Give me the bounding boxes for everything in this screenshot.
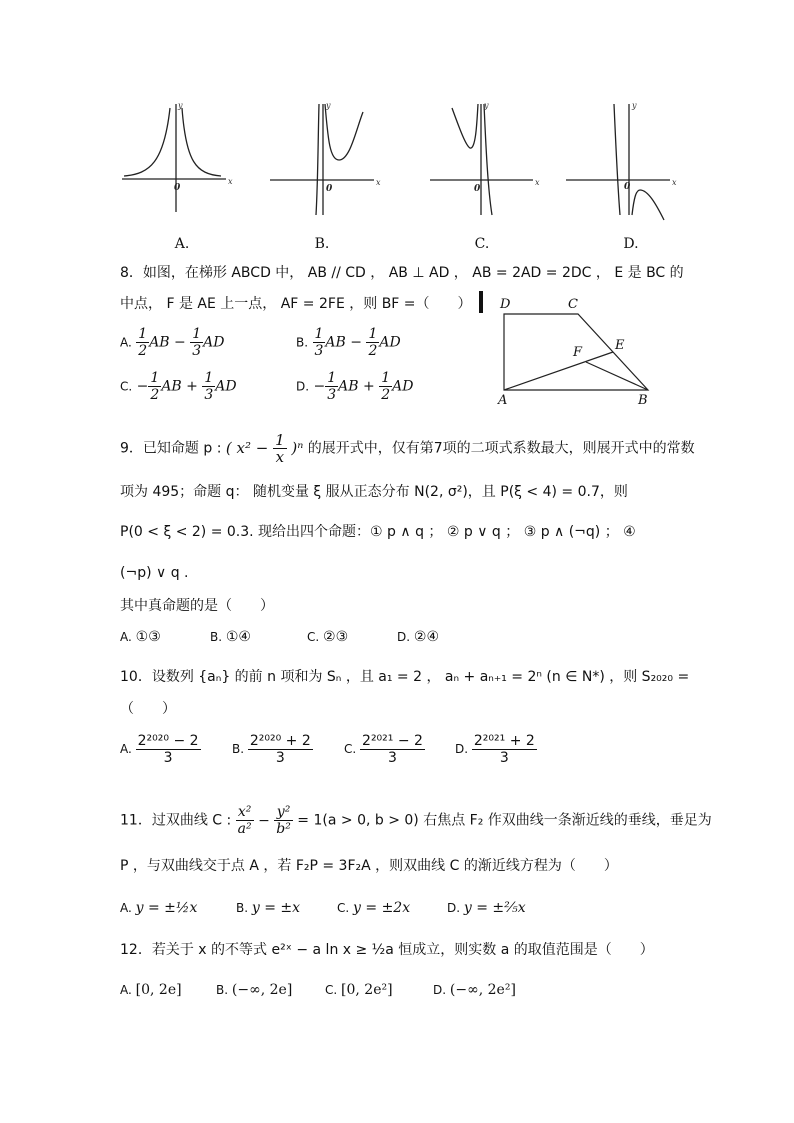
axis-y-label-b: y	[326, 101, 331, 110]
fraction-one-third: $\frac{1}{3}$	[327, 370, 337, 403]
q11-option-c-value: y = ±2x	[353, 900, 411, 916]
q10-line2: （ ）	[120, 701, 176, 717]
q8-option-c[interactable]: C. − $\frac{1}{2}$ AB + $\frac{1}{3}$ AD	[120, 370, 237, 403]
q8-option-d-term: AB +	[338, 378, 380, 395]
q10-option-c[interactable]	[344, 733, 425, 766]
q10-option-c-label: C.	[344, 742, 357, 756]
q11-option-c[interactable]	[337, 898, 410, 918]
point-f-label: F	[573, 345, 583, 360]
q11-option-d-value: y = ±⅖x	[463, 900, 526, 916]
q11-line1	[120, 804, 712, 837]
axis-x-label-b: x	[376, 178, 381, 187]
axis-y-label-a: y	[178, 101, 183, 110]
q11-option-b[interactable]	[236, 898, 300, 918]
q10-option-c-num: 2²⁰²¹ − 2	[362, 733, 423, 749]
q11-option-c-label: C.	[337, 901, 350, 915]
q12-option-c-label: C.	[325, 983, 338, 997]
cursor-bar	[479, 291, 483, 313]
q12-option-a[interactable]	[120, 980, 182, 1000]
q9-line4: (¬p) ∨ q .	[120, 565, 189, 581]
q8-line2: 中点， F 是 AE 上一点， AF = 2FE ，则 BF =（ ）	[120, 296, 472, 312]
q9-option-c[interactable]	[307, 627, 348, 647]
q10-option-b-fraction	[248, 733, 313, 766]
q10-option-b-label: B.	[232, 742, 245, 756]
origin-label-b: 0	[326, 184, 333, 194]
q9-option-a[interactable]	[120, 627, 161, 647]
graph-c	[430, 104, 533, 215]
q11-option-b-label: B.	[236, 901, 249, 915]
graphs-figure	[0, 90, 794, 230]
q10-option-d[interactable]	[455, 733, 537, 766]
q9-option-b[interactable]	[210, 627, 251, 647]
q9-option-c-label: C.	[307, 630, 320, 644]
q8-option-a-label: A.	[120, 335, 132, 350]
q8-option-d-label: D.	[296, 379, 310, 394]
vertex-a-label: A	[498, 393, 508, 407]
q11-line1-end: = 1(a > 0, b > 0) 右焦点 F₂ 作双曲线一条渐近线的垂线，垂足为	[292, 812, 712, 829]
q8-option-a-end: AD	[203, 334, 225, 351]
q8-option-b-label: B.	[296, 335, 309, 350]
q10-option-a-num: 2²⁰²⁰ − 2	[137, 733, 199, 749]
axis-x-label-a: x	[228, 177, 233, 186]
q11-option-d-label: D.	[447, 901, 461, 915]
fraction-one-half: $\frac{1}{2}$	[368, 326, 378, 359]
graph-label-b: B.	[314, 236, 330, 252]
q10-option-d-den: 3	[499, 750, 509, 766]
graph-label-a: A.	[174, 236, 190, 252]
q12-option-b-value: (−∞, 2e]	[231, 982, 293, 998]
q12-option-a-label: A.	[120, 983, 132, 997]
q11-line2: P ，与双曲线交于点 A ，若 F₂P = 3F₂A ，则双曲线 C 的渐近线方程为（ ）	[120, 858, 618, 874]
q9-line5: 其中真命题的是（ ）	[120, 598, 274, 614]
q11-option-b-value: y = ±x	[251, 900, 301, 916]
point-e-label: E	[615, 338, 625, 353]
q9-option-b-value: ①④	[225, 629, 251, 645]
graph-label-d: D.	[623, 236, 639, 252]
q8-option-b[interactable]	[296, 326, 401, 359]
q9-line3: P(0 < ξ < 2) = 0.3. 现给出四个命题：① p ∧ q ； ② p ∨ q ； ③ p ∧ (¬q) ； ④	[120, 524, 636, 540]
q8-option-d-end: AD	[392, 378, 414, 395]
q9-option-d-value: ②④	[413, 629, 439, 645]
q12-option-b[interactable]	[216, 980, 292, 1000]
q12-option-a-value: [0, 2e]	[135, 982, 182, 998]
graph-b	[270, 104, 374, 215]
q11-line1-start: 11．过双曲线 C :	[120, 812, 236, 829]
trapezoid-figure	[490, 292, 660, 407]
q11-option-a-value: y = ±½x	[135, 900, 198, 916]
axis-y-label-d: y	[632, 101, 637, 110]
fraction-one-half: $\frac{1}{2}$	[381, 370, 391, 403]
q8-option-a[interactable]	[120, 326, 224, 359]
q8-option-b-end: AD	[379, 334, 401, 351]
q10-option-c-den: 3	[388, 750, 397, 766]
q12-option-d-value: (−∞, 2e²]	[449, 982, 516, 998]
q12-option-d-label: D.	[433, 983, 447, 997]
vertex-b-label: B	[638, 393, 648, 407]
q12-line1: 12．若关于 x 的不等式 e²ˣ − a ln x ≥ ½a 恒成立，则实数 a 的取值范围是（ ）	[120, 942, 654, 958]
graph-a	[122, 104, 226, 212]
graph-label-c: C.	[474, 236, 490, 252]
q10-option-a-fraction	[136, 733, 201, 766]
hyperbola-equation: $\frac{\text{x²}}{\text{a²}}$ − $\frac{\text{y²}}{\text{b²}}$	[237, 804, 291, 837]
q11-option-d[interactable]	[447, 898, 526, 918]
q9-line1-end: 的展开式中，仅有第7项的二项式系数最大，则展开式中的常数	[303, 440, 695, 457]
q10-option-d-label: D.	[455, 742, 469, 756]
q11-option-a-label: A.	[120, 901, 132, 915]
q8-option-c-term: AB +	[161, 378, 203, 395]
q12-option-b-label: B.	[216, 983, 229, 997]
q9-option-c-value: ②③	[323, 629, 349, 645]
q8-option-c-end: AD	[215, 378, 237, 395]
q8-option-a-term: AB −	[149, 334, 191, 351]
q9-line2: 项为 495；命题 q： 随机变量 ξ 服从正态分布 N(2, σ²)，且 P(ξ < 4) = 0.7，则	[120, 484, 628, 500]
q10-option-d-num: 2²⁰²¹ + 2	[473, 733, 535, 749]
fraction-one-third: $\frac{1}{3}$	[314, 326, 324, 359]
q12-option-c[interactable]	[325, 980, 393, 1000]
q10-option-b-den: 3	[275, 750, 285, 766]
q10-option-d-fraction	[472, 733, 537, 766]
q10-option-c-fraction	[360, 733, 425, 766]
q9-option-b-label: B.	[210, 630, 223, 644]
q11-option-a[interactable]	[120, 898, 197, 918]
fraction-one-third: $\frac{1}{3}$	[204, 370, 214, 403]
q12-option-d[interactable]	[433, 980, 516, 1000]
q10-option-a-label: A.	[120, 742, 132, 756]
q12-option-c-value: [0, 2e²]	[341, 982, 393, 998]
q8-option-c-label: C.	[120, 379, 133, 394]
q9-option-a-label: A.	[120, 630, 132, 644]
vertex-d-label: D	[500, 297, 511, 312]
q10-option-a-den: 3	[163, 750, 173, 766]
q8-option-b-term: AB −	[325, 334, 367, 351]
q8-option-d[interactable]: D. − $\frac{1}{3}$ AB + $\frac{1}{2}$ AD	[296, 370, 414, 403]
fraction-one-half: $\frac{1}{2}$	[138, 326, 148, 359]
fraction-one-third: $\frac{1}{3}$	[192, 326, 202, 359]
origin-label-a: 0	[174, 183, 181, 193]
axis-x-label-c: x	[535, 178, 540, 187]
vertex-c-label: C	[568, 297, 578, 312]
axis-x-label-d: x	[672, 178, 677, 187]
q10-line1: 10．设数列 {aₙ} 的前 n 项和为 Sₙ ，且 a₁ = 2 ， aₙ + aₙ₊₁ = 2ⁿ (n ∈ N*) ，则 S₂₀₂₀ =	[120, 669, 690, 685]
axis-y-label-c: y	[484, 101, 489, 110]
q10-option-b-num: 2²⁰²⁰ + 2	[249, 733, 311, 749]
binomial-expression: ( x² − $\frac{1}{x}$ )ⁿ	[225, 431, 304, 466]
fraction-one-half: $\frac{1}{2}$	[150, 370, 160, 403]
origin-label-d: 0	[624, 182, 631, 192]
q10-option-b[interactable]	[232, 733, 313, 766]
q8-line1: 8．如图，在梯形 ABCD 中， AB // CD ， AB ⊥ AD ， AB = 2AD = 2DC ， E 是 BC 的	[120, 265, 684, 281]
graph-d	[566, 104, 670, 220]
q9-option-d[interactable]	[397, 627, 439, 647]
q10-option-a[interactable]	[120, 733, 201, 766]
q9-option-d-label: D.	[397, 630, 411, 644]
q9-option-a-value: ①③	[135, 629, 161, 645]
origin-label-c: 0	[474, 184, 481, 194]
q9-line1-start: 9．已知命题 p :	[120, 440, 226, 457]
q9-line1	[120, 432, 695, 465]
